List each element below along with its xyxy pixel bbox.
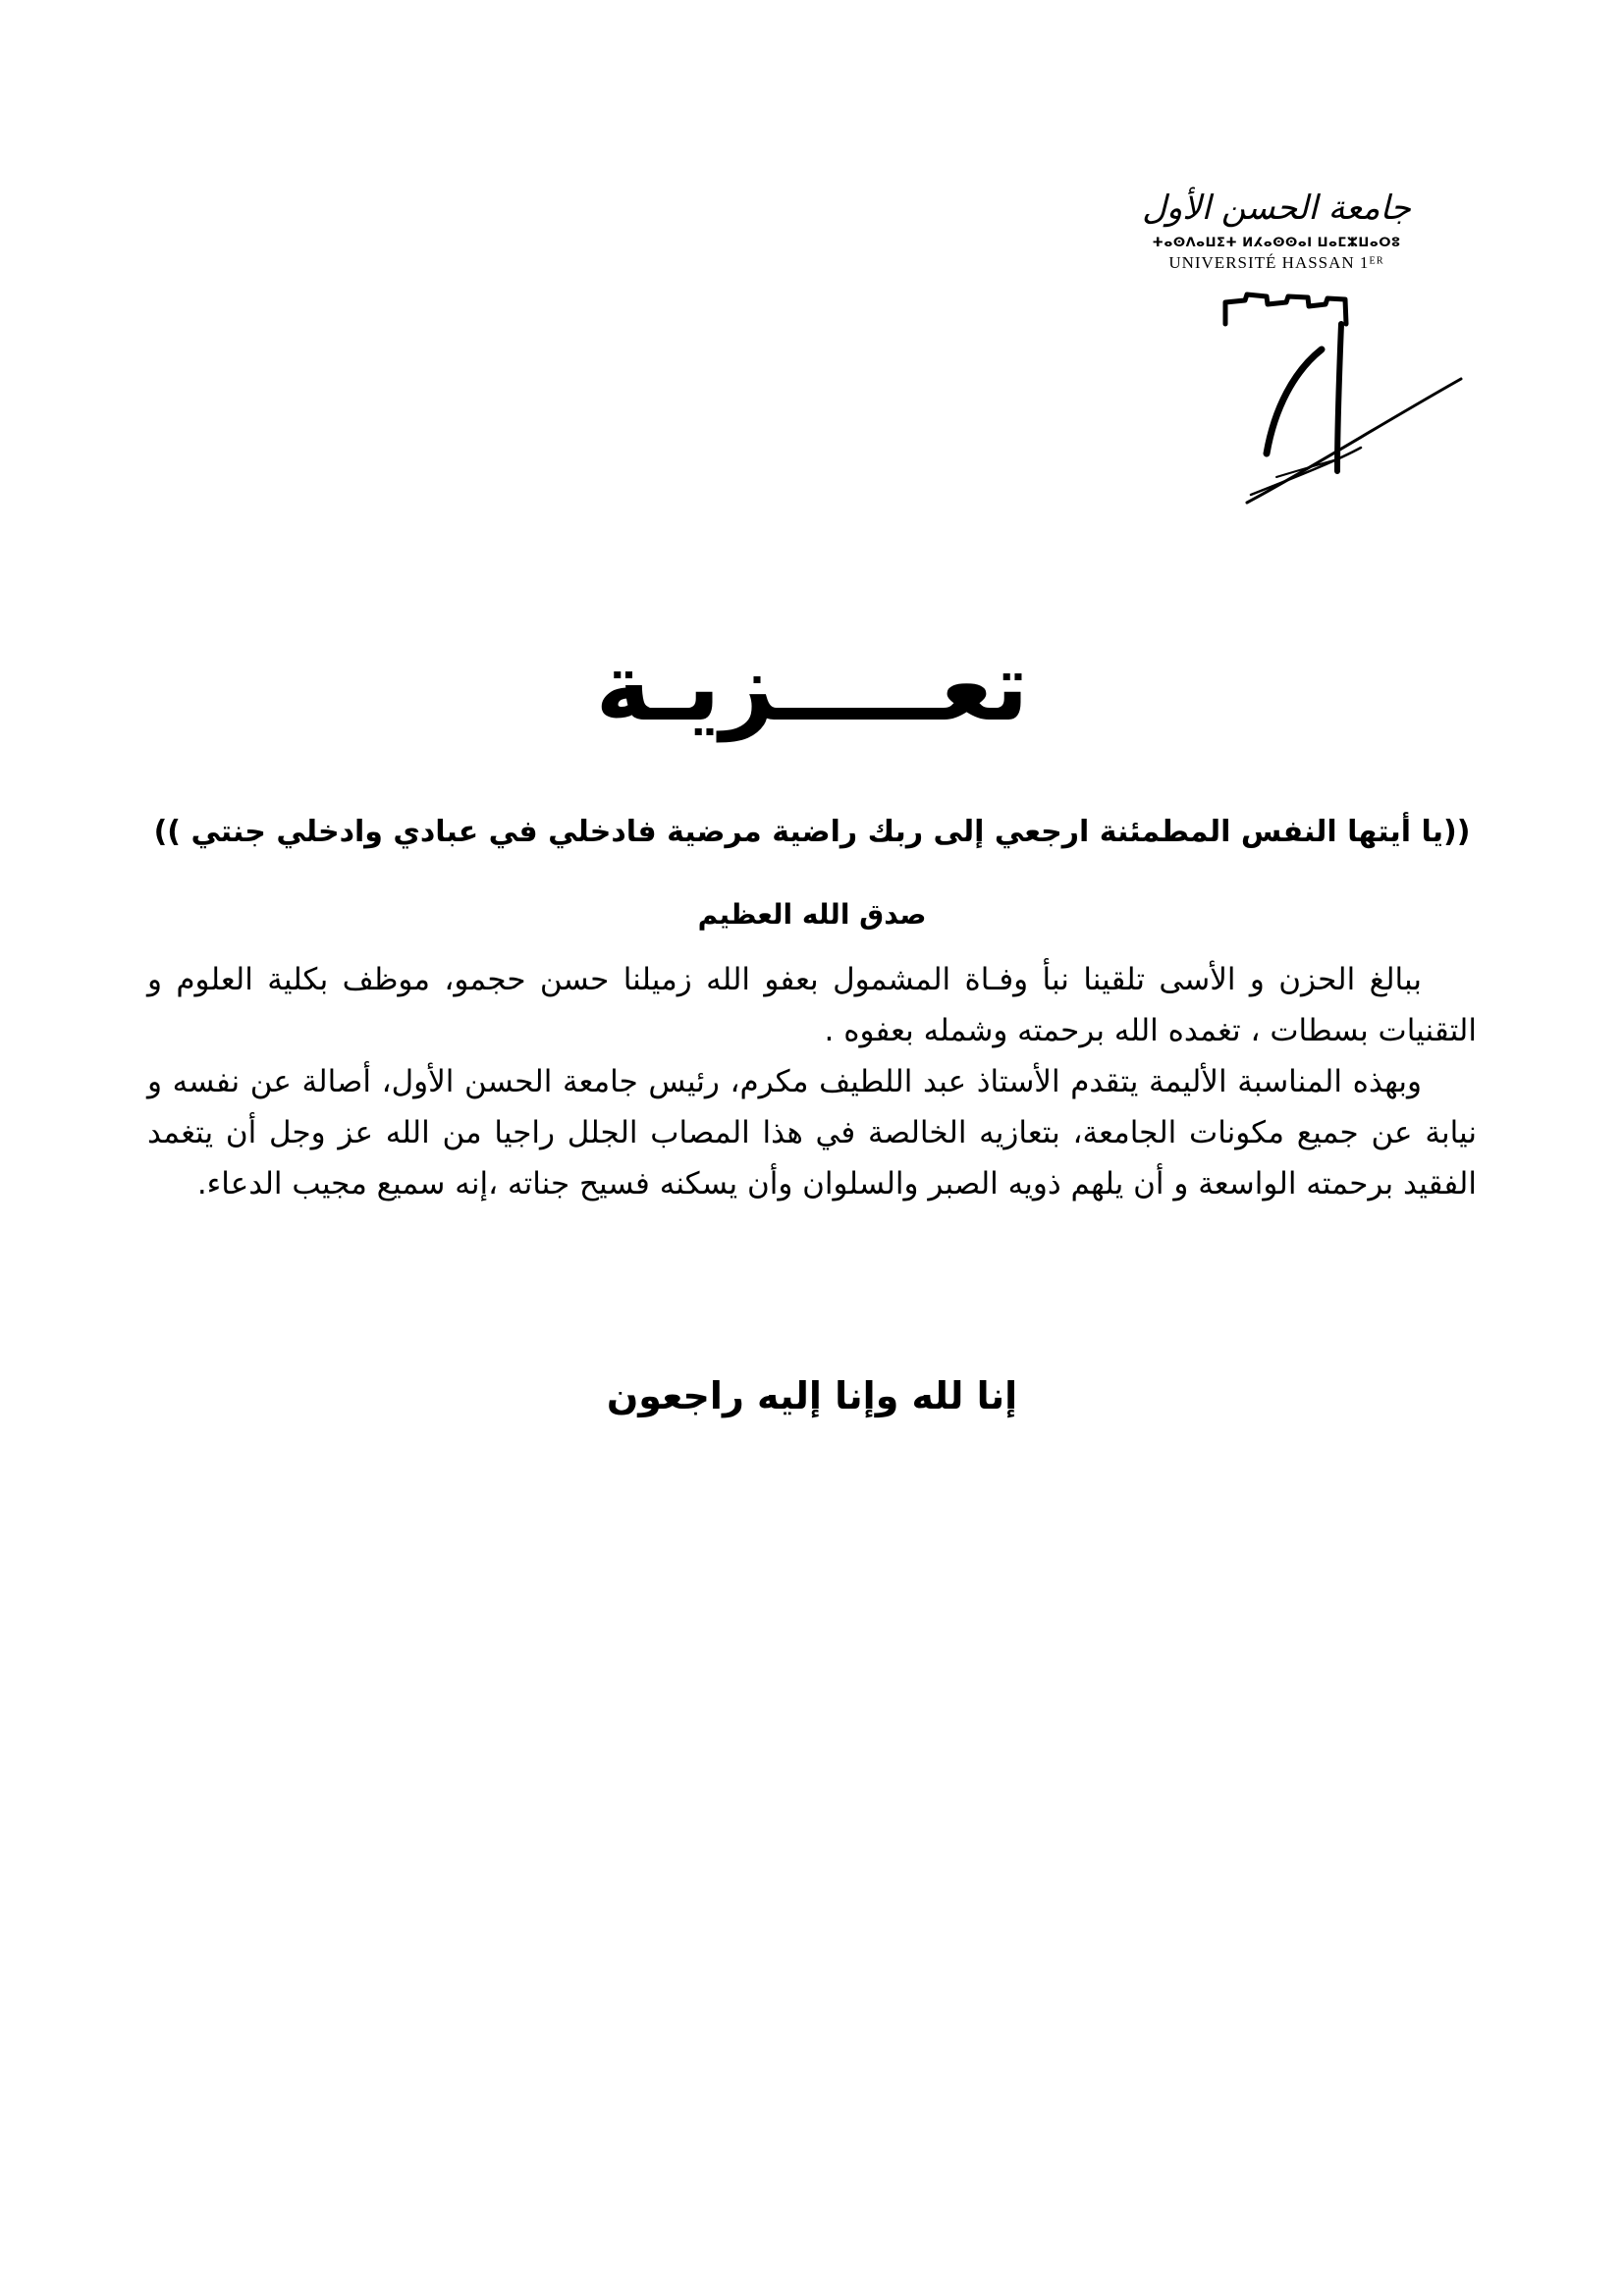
- page-title: تعـــــزيـة: [595, 632, 1029, 742]
- verse-source: صدق الله العظيم: [697, 898, 927, 931]
- closing-phrase: إنا لله وإنا إليه راجعون: [606, 1374, 1018, 1417]
- university-name-french: UNIVERSITÉ HASSAN 1ᴱᴿ: [1168, 253, 1384, 272]
- university-logo: [1129, 187, 1483, 540]
- university-name-arabic: جامعة الحسن الأول: [1142, 188, 1411, 228]
- condolence-body: [147, 954, 1477, 1209]
- tower-emblem-icon: [1129, 285, 1483, 540]
- university-name-tifinagh: ⵜⴰⵙⴷⴰⵡⵉⵜ ⵍⵃⴰⵙⵙⴰⵏ ⵡⴰⵎⵣⵡⴰⵔⵓ: [1152, 236, 1401, 250]
- quran-verse: ((يا أيتها النفس المطمئنة ارجعي إلى ربك راضية مرضية فادخلي في عبادي وادخلي جنتي )): [153, 815, 1471, 849]
- paragraph-1: ببالغ الحزن و الأسى تلقينا نبأ وفـاة المشمول بعفو الله زميلنا حسن حجمو، موظف بكلية العلوم و التقنيات بسطات ، تغمده الله برحمته وشمله بعفوه .: [147, 962, 1477, 1048]
- paragraph-2: وبهذه المناسبة الأليمة يتقدم الأستاذ عبد اللطيف مكرم، رئيس جامعة الحسن الأول، أصالة عن نفسه و نيابة عن جميع مكونات الجامعة، بتعازيه الخالصة في هذا المصاب الجلل راجيا من الله عز وجل أن يتغمد الفقيد برحمته الواسعة و أن يلهم ذويه الصبر والسلوان وأن يسكنه فسيح جناته ،إنه سميع مجيب الدعاء.: [147, 1064, 1477, 1201]
